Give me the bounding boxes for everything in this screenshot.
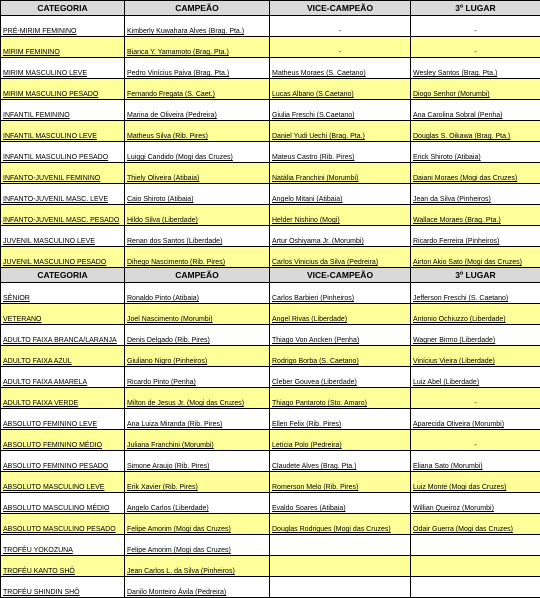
champion-cell: Kimberly Kuwahara Alves (Brag. Pta.) bbox=[125, 16, 270, 37]
runner-up-cell: Romerson Melo (Rib. Pires) bbox=[270, 472, 411, 493]
table-row bbox=[1, 577, 540, 598]
champion-cell: Renan dos Santos (Liberdade) bbox=[125, 226, 270, 247]
table-row bbox=[1, 37, 540, 58]
runner-up-cell: Douglas Rodrigues (Mogi das Cruzes) bbox=[270, 514, 411, 535]
table-row bbox=[1, 100, 540, 121]
table-row bbox=[1, 205, 540, 226]
category-cell: PRÉ-MIRIM FEMININO bbox=[1, 16, 125, 37]
third-place-cell: Ana Carolina Sobral (Penha) bbox=[411, 100, 540, 121]
table-row bbox=[1, 325, 540, 346]
header-runner-up: VICE-CAMPEÃO bbox=[270, 268, 411, 283]
third-place-cell: Antonio Ochiuzzo (Liberdade) bbox=[411, 304, 540, 325]
table-row bbox=[1, 247, 540, 268]
runner-up-cell: Giulia Freschi (S.Caetano) bbox=[270, 100, 411, 121]
third-place-cell: Willian Queiroz (Morumbi) bbox=[411, 493, 540, 514]
category-cell: INFANTIL MASCULINO LEVE bbox=[1, 121, 125, 142]
runner-up-cell bbox=[270, 577, 411, 598]
category-cell: MIRIM FEMININO bbox=[1, 37, 125, 58]
runner-up-cell: Thiago Von Ancken (Penha) bbox=[270, 325, 411, 346]
third-place-cell: - bbox=[411, 37, 540, 58]
category-cell: ADULTO FAIXA VERDE bbox=[1, 388, 125, 409]
table-row bbox=[1, 493, 540, 514]
table-row bbox=[1, 163, 540, 184]
category-cell: ABSOLUTO FEMININO LEVE bbox=[1, 409, 125, 430]
third-place-cell: Airton Akio Sato (Mogi das Cruzes) bbox=[411, 247, 540, 268]
category-cell: INFANTO-JUVENIL MASC. PESADO bbox=[1, 205, 125, 226]
runner-up-cell: - bbox=[270, 16, 411, 37]
champion-cell: Angelo Carlos (Liberdade) bbox=[125, 493, 270, 514]
champion-cell: Milton de Jesus Jr. (Mogi das Cruzes) bbox=[125, 388, 270, 409]
third-place-cell bbox=[411, 556, 540, 577]
category-cell: ABSOLUTO MASCULINO PESADO bbox=[1, 514, 125, 535]
header-runner-up: VICE-CAMPEÃO bbox=[270, 1, 411, 16]
table-row bbox=[1, 451, 540, 472]
runner-up-cell: Ellen Felix (Rib. Pires) bbox=[270, 409, 411, 430]
champion-cell: Ronaldo Pinto (Atibaia) bbox=[125, 283, 270, 304]
champion-cell: Giuliano Nigro (Pinheiros) bbox=[125, 346, 270, 367]
category-cell: ADULTO FAIXA AZUL bbox=[1, 346, 125, 367]
runner-up-cell: Lucas Albano (S.Caetano) bbox=[270, 79, 411, 100]
category-cell: VETERANO bbox=[1, 304, 125, 325]
header-category: CATEGORIA bbox=[1, 268, 125, 283]
category-cell: INFANTO-JUVENIL MASC. LEVE bbox=[1, 184, 125, 205]
runner-up-cell: - bbox=[270, 37, 411, 58]
third-place-cell: Vinícius Vieira (Liberdade) bbox=[411, 346, 540, 367]
third-place-cell bbox=[411, 535, 540, 556]
champion-cell: Jean Carlos L. da Silva (Pinheiros) bbox=[125, 556, 270, 577]
table-row bbox=[1, 16, 540, 37]
runner-up-cell: Carlos Barbieri (Pinheiros) bbox=[270, 283, 411, 304]
champion-cell: Caio Shiroto (Atibaia) bbox=[125, 184, 270, 205]
category-cell: TROFÉU YOKOZUNA bbox=[1, 535, 125, 556]
table-row bbox=[1, 121, 540, 142]
header-third-place: 3º LUGAR bbox=[411, 1, 540, 16]
runner-up-cell: Helder Nishino (Mogi) bbox=[270, 205, 411, 226]
category-cell: MIRIM MASCULINO LEVE bbox=[1, 58, 125, 79]
third-place-cell: Eliana Sato (Morumbi) bbox=[411, 451, 540, 472]
champion-cell: Ricardo Pinto (Penha) bbox=[125, 367, 270, 388]
champion-cell: Danilo Monteiro Ávila (Pedreira) bbox=[125, 577, 270, 598]
third-place-cell: Diogo Senhor (Morumbi) bbox=[411, 79, 540, 100]
champion-cell: Ana Luiza Miranda (Rib. Pires) bbox=[125, 409, 270, 430]
third-place-cell: Erick Shiroto (Atibaia) bbox=[411, 142, 540, 163]
champion-cell: Felipe Amorim (Mogi das Cruzes) bbox=[125, 535, 270, 556]
table-row bbox=[1, 142, 540, 163]
third-place-cell: Aparecida Oliveira (Morumbi) bbox=[411, 409, 540, 430]
category-cell: ADULTO FAIXA BRANCA/LARANJA bbox=[1, 325, 125, 346]
third-place-cell: Daiani Moraes (Mogi das Cruzes) bbox=[411, 163, 540, 184]
champion-cell: Erik Xavier (Rib. Pires) bbox=[125, 472, 270, 493]
third-place-cell: Luiz Monte (Mogi das Cruzes) bbox=[411, 472, 540, 493]
runner-up-cell: Angelo Mitani (Atibaia) bbox=[270, 184, 411, 205]
table-row bbox=[1, 514, 540, 535]
third-place-cell: Odair Guerra (Mogi das Cruzes) bbox=[411, 514, 540, 535]
category-cell: INFANTIL FEMININO bbox=[1, 100, 125, 121]
champion-cell: Juliana Franchini (Morumbi) bbox=[125, 430, 270, 451]
category-cell: ABSOLUTO MASCULINO LEVE bbox=[1, 472, 125, 493]
category-cell: SÊNIOR bbox=[1, 283, 125, 304]
category-cell: TROFÉU KANTO SHÔ bbox=[1, 556, 125, 577]
runner-up-cell: Matheus Moraes (S. Caetano) bbox=[270, 58, 411, 79]
table-row bbox=[1, 184, 540, 205]
table-row bbox=[1, 409, 540, 430]
table-row bbox=[1, 226, 540, 247]
table-header-row bbox=[1, 268, 540, 283]
header-third-place: 3º LUGAR bbox=[411, 268, 540, 283]
runner-up-cell: Artur Oshiyama Jr. (Morumbi) bbox=[270, 226, 411, 247]
table-row bbox=[1, 367, 540, 388]
runner-up-cell: Evaldo Soares (Atibaia) bbox=[270, 493, 411, 514]
category-cell: ABSOLUTO FEMININO MÉDIO bbox=[1, 430, 125, 451]
table-row bbox=[1, 304, 540, 325]
table-row bbox=[1, 556, 540, 577]
third-place-cell: - bbox=[411, 388, 540, 409]
category-cell: ABSOLUTO MASCULINO MÉDIO bbox=[1, 493, 125, 514]
runner-up-cell: Mateus Castro (Rib. Pires) bbox=[270, 142, 411, 163]
table-row bbox=[1, 472, 540, 493]
champion-cell: Felipe Amorim (Mogi das Cruzes) bbox=[125, 514, 270, 535]
runner-up-cell: Rodrigo Borba (S. Caetano) bbox=[270, 346, 411, 367]
third-place-cell: Wagner Birmo (Liberdade) bbox=[411, 325, 540, 346]
table-header-row bbox=[1, 1, 540, 16]
runner-up-cell: Daniel Yudi Uechi (Brag. Pta.) bbox=[270, 121, 411, 142]
third-place-cell: Wesley Santos (Brag. Pta.) bbox=[411, 58, 540, 79]
table-row bbox=[1, 283, 540, 304]
runner-up-cell: Natália Franchini (Morumbi) bbox=[270, 163, 411, 184]
header-champion: CAMPEÃO bbox=[125, 268, 270, 283]
category-cell: ADULTO FAIXA AMARELA bbox=[1, 367, 125, 388]
runner-up-cell bbox=[270, 535, 411, 556]
table-row bbox=[1, 346, 540, 367]
champion-cell: Marina de Oliveira (Pedreira) bbox=[125, 100, 270, 121]
champion-cell: Simone Araujo (Rib. Pires) bbox=[125, 451, 270, 472]
category-cell: INFANTO-JUVENIL FEMININO bbox=[1, 163, 125, 184]
third-place-cell: - bbox=[411, 430, 540, 451]
champion-cell: Matheus Silva (Rib. Pires) bbox=[125, 121, 270, 142]
header-category: CATEGORIA bbox=[1, 1, 125, 16]
results-table-body bbox=[1, 1, 540, 598]
runner-up-cell: Angel Rivas (Liberdade) bbox=[270, 304, 411, 325]
third-place-cell: Wallace Moraes (Brag. Pta.) bbox=[411, 205, 540, 226]
table-row bbox=[1, 388, 540, 409]
third-place-cell: Luiz Abel (Liberdade) bbox=[411, 367, 540, 388]
category-cell: MIRIM MASCULINO PESADO bbox=[1, 79, 125, 100]
third-place-cell: Douglas S. Oikawa (Brag. Pta.) bbox=[411, 121, 540, 142]
third-place-cell: - bbox=[411, 16, 540, 37]
champion-cell: Luiggi Candido (Mogi das Cruzes) bbox=[125, 142, 270, 163]
table-row bbox=[1, 430, 540, 451]
champion-cell: Joel Nascimento (Morumbi) bbox=[125, 304, 270, 325]
runner-up-cell: Carlos Vinicius da Silva (Pedreira) bbox=[270, 247, 411, 268]
runner-up-cell: Thiago Pantaroto (Sto. Amaro) bbox=[270, 388, 411, 409]
third-place-cell: Jefferson Freschi (S. Caetano) bbox=[411, 283, 540, 304]
header-champion: CAMPEÃO bbox=[125, 1, 270, 16]
table-row bbox=[1, 79, 540, 100]
runner-up-cell: Letícia Polo (Pedreira) bbox=[270, 430, 411, 451]
champion-cell: Dihego Nascimento (Rib. Pires) bbox=[125, 247, 270, 268]
champion-cell: Denis Delgado (Rib. Pires) bbox=[125, 325, 270, 346]
champion-cell: Pedro Vinícius Paiva (Brag. Pta.) bbox=[125, 58, 270, 79]
category-cell: INFANTIL MASCULINO PESADO bbox=[1, 142, 125, 163]
third-place-cell: Ricardo Ferreira (Pinheiros) bbox=[411, 226, 540, 247]
runner-up-cell: Cleber Gouvea (Liberdade) bbox=[270, 367, 411, 388]
champion-cell: Thiely Oliveira (Atibaia) bbox=[125, 163, 270, 184]
champion-cell: Bianca Y. Yamamoto (Brag. Pta.) bbox=[125, 37, 270, 58]
category-cell: JUVENIL MASCULINO LEVE bbox=[1, 226, 125, 247]
champion-cell: Hildo Silva (Liberdade) bbox=[125, 205, 270, 226]
runner-up-cell: Claudete Alves (Brag. Pta.) bbox=[270, 451, 411, 472]
table-row bbox=[1, 58, 540, 79]
table-row bbox=[1, 535, 540, 556]
category-cell: TROFÉU SHINDIN SHÔ bbox=[1, 577, 125, 598]
category-cell: JUVENIL MASCULINO PESADO bbox=[1, 247, 125, 268]
runner-up-cell bbox=[270, 556, 411, 577]
third-place-cell: Jean da Silva (Pinheiros) bbox=[411, 184, 540, 205]
category-cell: ABSOLUTO FEMININO PESADO bbox=[1, 451, 125, 472]
third-place-cell bbox=[411, 577, 540, 598]
champion-cell: Fernando Fregata (S. Caet.) bbox=[125, 79, 270, 100]
